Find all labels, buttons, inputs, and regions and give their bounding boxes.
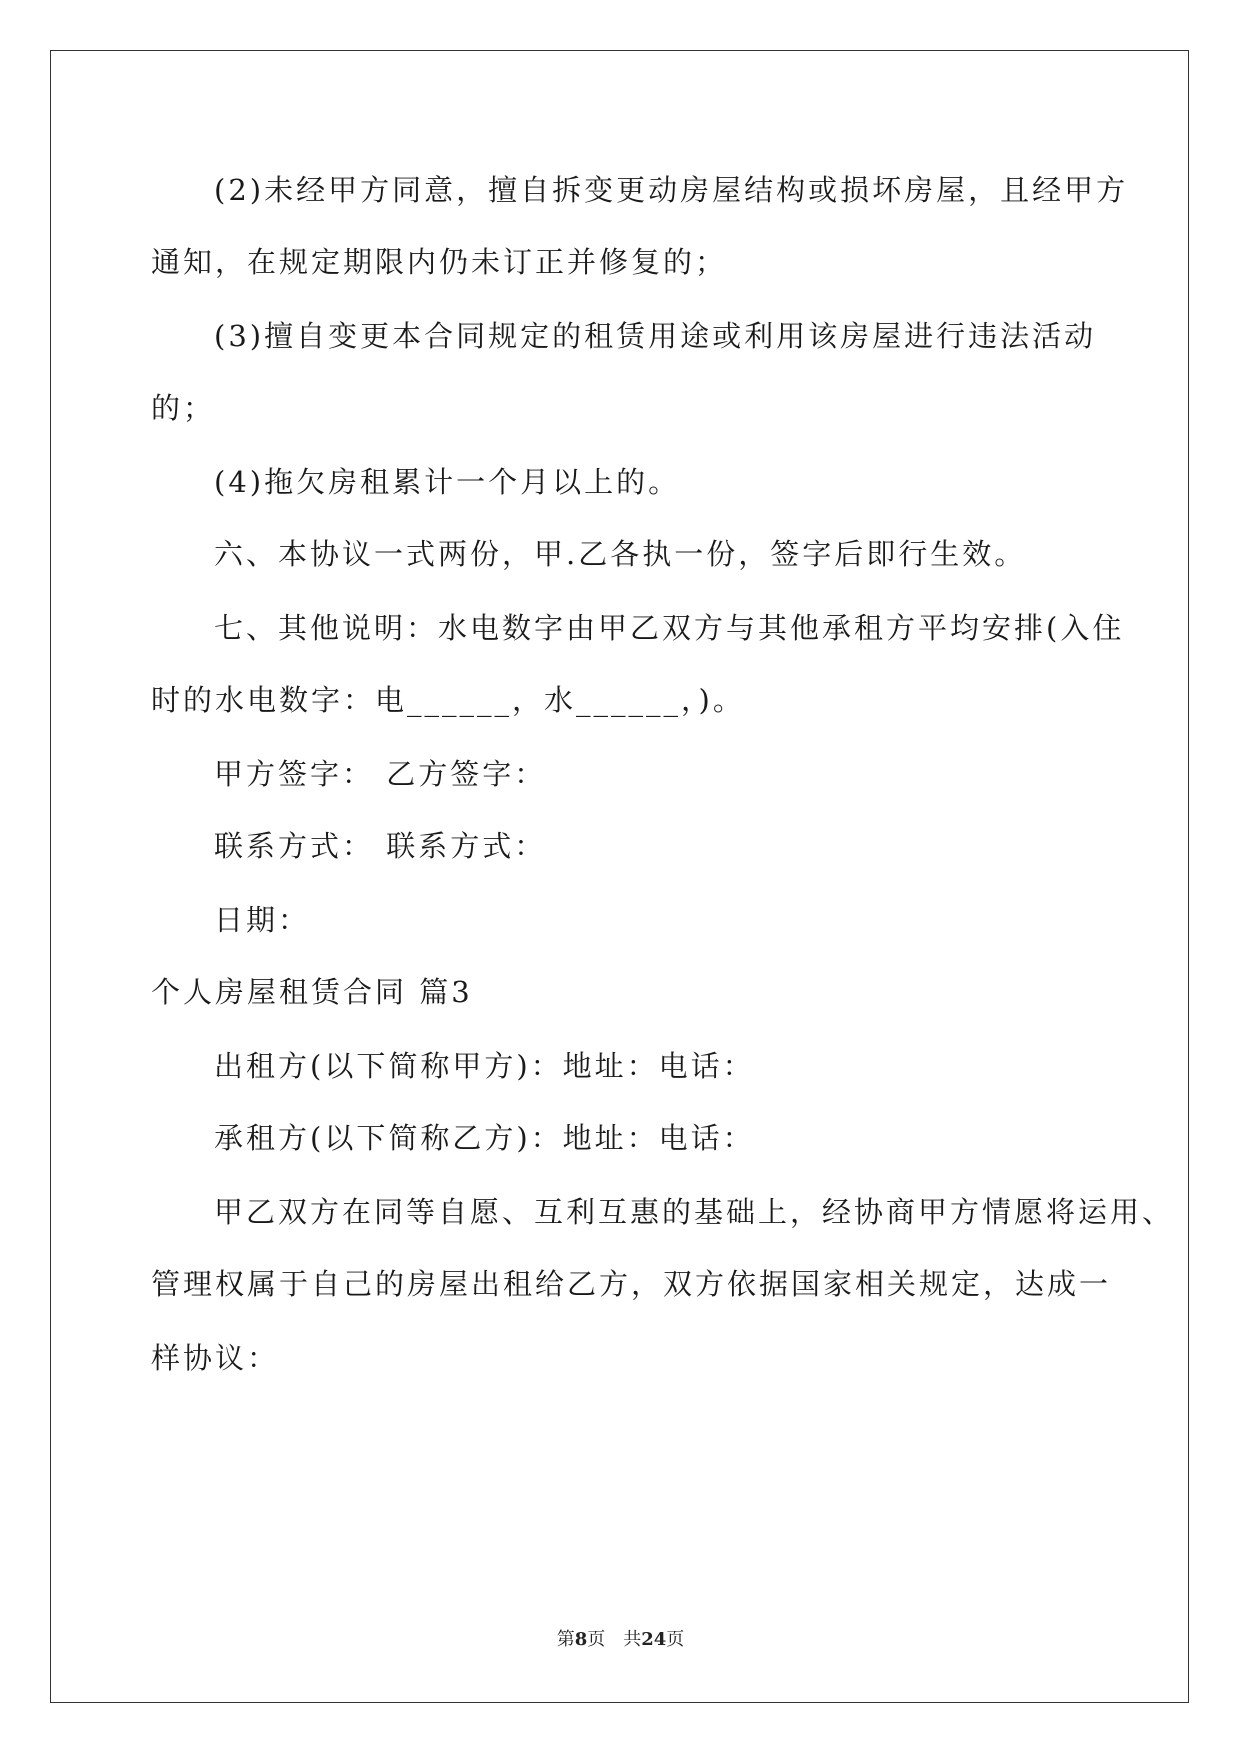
text-line: 样协议：	[151, 1341, 280, 1375]
text-line: 通知，在规定期限内仍未订正并修复的；	[151, 245, 728, 279]
text-line: 七、其他说明：水电数字由甲乙双方与其他承租方平均安排(入住	[214, 611, 1125, 645]
text-line: 甲乙双方在同等自愿、互利互惠的基础上，经协商甲方情愿将运用、	[214, 1195, 1175, 1229]
text-line: 的；	[151, 391, 216, 425]
page-suffix: 页	[587, 1629, 606, 1650]
page-prefix: 第	[556, 1629, 575, 1650]
text-line: (4)拖欠房租累计一个月以上的。	[214, 465, 681, 499]
contact-line: 联系方式： 联系方式：	[214, 829, 547, 863]
text-line: 六、本协议一式两份，甲.乙各执一份，签字后即行生效。	[214, 537, 1027, 571]
page-number: 8	[574, 1629, 588, 1650]
lessee-line: 承租方(以下简称乙方)：地址：电话：	[214, 1121, 755, 1155]
text-line: 管理权属于自己的房屋出租给乙方，双方依据国家相关规定，达成一	[151, 1267, 1112, 1301]
lessor-line: 出租方(以下简称甲方)：地址：电话：	[214, 1049, 755, 1083]
text-line: (2)未经甲方同意，擅自拆变更动房屋结构或损坏房屋，且经甲方	[214, 173, 1129, 207]
text-line: 时的水电数字：电______，水______，)。	[151, 683, 745, 717]
date-line: 日期：	[214, 903, 311, 937]
page-footer	[0, 1629, 1241, 1651]
text-line: (3)擅自变更本合同规定的租赁用途或利用该房屋进行违法活动	[214, 319, 1097, 353]
party-a-signature-line: 甲方签字： 乙方签字：	[214, 757, 547, 791]
total-prefix: 共	[623, 1629, 642, 1650]
section-heading: 个人房屋租赁合同 篇3	[151, 975, 473, 1009]
total-pages: 24	[641, 1629, 667, 1650]
page-frame	[50, 50, 1189, 1703]
total-suffix: 页	[666, 1629, 685, 1650]
